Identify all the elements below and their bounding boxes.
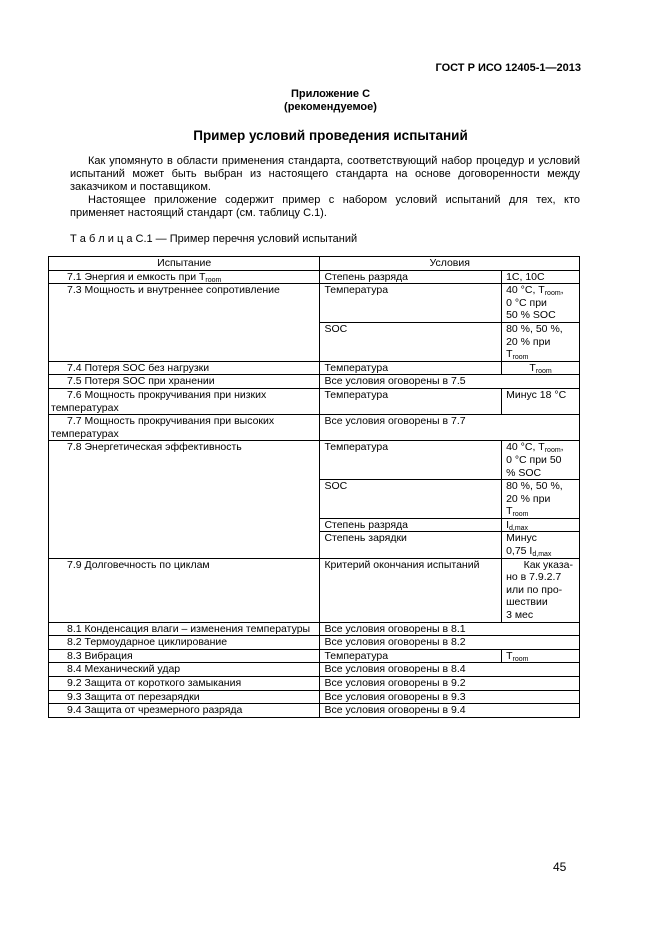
condition-cell: Температура (320, 361, 502, 375)
header-test: Испытание (49, 257, 320, 271)
condition-cell: Все условия оговорены в 7.5 (320, 375, 580, 389)
test-cell: 7.1 Энергия и емкость при $T_{room}$ (49, 270, 320, 284)
table-row (49, 415, 580, 441)
condition-cell: Температура (320, 388, 502, 414)
value-cell: $T_{room}$ (502, 649, 580, 663)
test-cell: 7.9 Долговечность по циклам (49, 558, 320, 622)
table-row (49, 663, 580, 677)
condition-cell: Температура (320, 284, 502, 323)
test-cell: 9.3 Защита от перезарядки (49, 690, 320, 704)
test-cell: 9.2 Защита от короткого замыкания (49, 677, 320, 691)
test-cell: 7.4 Потеря SOC без нагрузки (49, 361, 320, 375)
table-header-row (49, 257, 580, 271)
condition-cell: Все условия оговорены в 8.4 (320, 663, 580, 677)
condition-cell: Все условия оговорены в 9.2 (320, 677, 580, 691)
test-cell: 8.4 Механический удар (49, 663, 320, 677)
table-row (49, 361, 580, 375)
paragraph-2: Настоящее приложение содержит пример с набором условий испытаний для тех, кто применяет настоящий стандарт (см. таблицу С.1). (70, 194, 580, 219)
test-cell: 7.7 Мощность прокручивания при высоких температурах (49, 415, 320, 441)
value-cell: 80 %, 50 %, 20 % при $T_{room}$ (502, 322, 580, 361)
page-number: 45 (553, 860, 567, 874)
table-row (49, 649, 580, 663)
condition-cell: SOC (320, 480, 502, 519)
table-row (49, 690, 580, 704)
value-cell: 80 %, 50 %, 20 % при $T_{room}$ (502, 480, 580, 519)
table-row (49, 636, 580, 650)
condition-cell: Все условия оговорены в 8.1 (320, 622, 580, 636)
value-cell: Как указа- но в 7.9.2.7 или по про- шествии 3 мес (502, 558, 580, 622)
annex-status: (рекомендуемое) (284, 101, 377, 113)
condition-cell: Все условия оговорены в 9.4 (320, 704, 580, 718)
value-cell: Минус 18 °С (502, 388, 580, 414)
table-row (49, 622, 580, 636)
condition-cell: Степень разряда (320, 518, 502, 532)
header-conditions: Условия (320, 257, 580, 271)
test-cell: 8.2 Термоударное циклирование (49, 636, 320, 650)
table-row (49, 558, 580, 622)
table-row (49, 375, 580, 389)
paragraph-1: Как упомянуто в области применения стандарта, соответствующий набор процедур и условий испытаний может быть выбран из настоящего стандарта на основе договоренности между заказчиком и поставщиком. (70, 155, 580, 193)
condition-cell: SOC (320, 322, 502, 361)
condition-cell: Все условия оговорены в 9.3 (320, 690, 580, 704)
annex-name: Приложение С (290, 88, 371, 100)
table-row (49, 704, 580, 718)
test-conditions-table (48, 256, 580, 718)
condition-cell: Все условия оговорены в 7.7 (320, 415, 580, 441)
condition-cell: Критерий окончания испытаний (320, 558, 502, 622)
intro-paragraph (70, 155, 580, 194)
value-cell: $T_{room}$ (502, 361, 580, 375)
table-caption: Т а б л и ц а С.1 — Пример перечня условий испытаний (70, 233, 358, 245)
table-row (49, 284, 580, 323)
value-cell: $I_{d,max}$ (502, 518, 580, 532)
value-cell: 40 °С, $T_{room}$, 0 °С при 50 % SOC (502, 441, 580, 480)
test-cell: 7.3 Мощность и внутреннее сопротивление (49, 284, 320, 362)
test-cell: 8.1 Конденсация влаги – изменения температуры (49, 622, 320, 636)
intro-paragraph (70, 194, 580, 220)
condition-cell: Степень зарядки (320, 532, 502, 558)
test-cell: 7.6 Мощность прокручивания при низких температурах (49, 388, 320, 414)
table-row (49, 677, 580, 691)
condition-cell: Все условия оговорены в 8.2 (320, 636, 580, 650)
page-title: Пример условий проведения испытаний (193, 128, 468, 143)
test-cell: 7.8 Энергетическая эффективность (49, 441, 320, 558)
test-cell: 8.3 Вибрация (49, 649, 320, 663)
value-cell: 1С, 10С (502, 270, 580, 284)
annex-heading (0, 88, 661, 114)
table-row (49, 388, 580, 414)
test-cell: 7.5 Потеря SOC при хранении (49, 375, 320, 389)
value-cell: Минус 0,75 $I_{d,max}$ (502, 532, 580, 558)
document-id: ГОСТ Р ИСО 12405-1—2013 (435, 62, 581, 74)
table-row (49, 441, 580, 480)
condition-cell: Степень разряда (320, 270, 502, 284)
test-cell: 9.4 Защита от чрезмерного разряда (49, 704, 320, 718)
table-row (49, 270, 580, 284)
value-cell: 40 °С, $T_{room}$, 0 °С при 50 % SOC (502, 284, 580, 323)
condition-cell: Температура (320, 441, 502, 480)
condition-cell: Температура (320, 649, 502, 663)
